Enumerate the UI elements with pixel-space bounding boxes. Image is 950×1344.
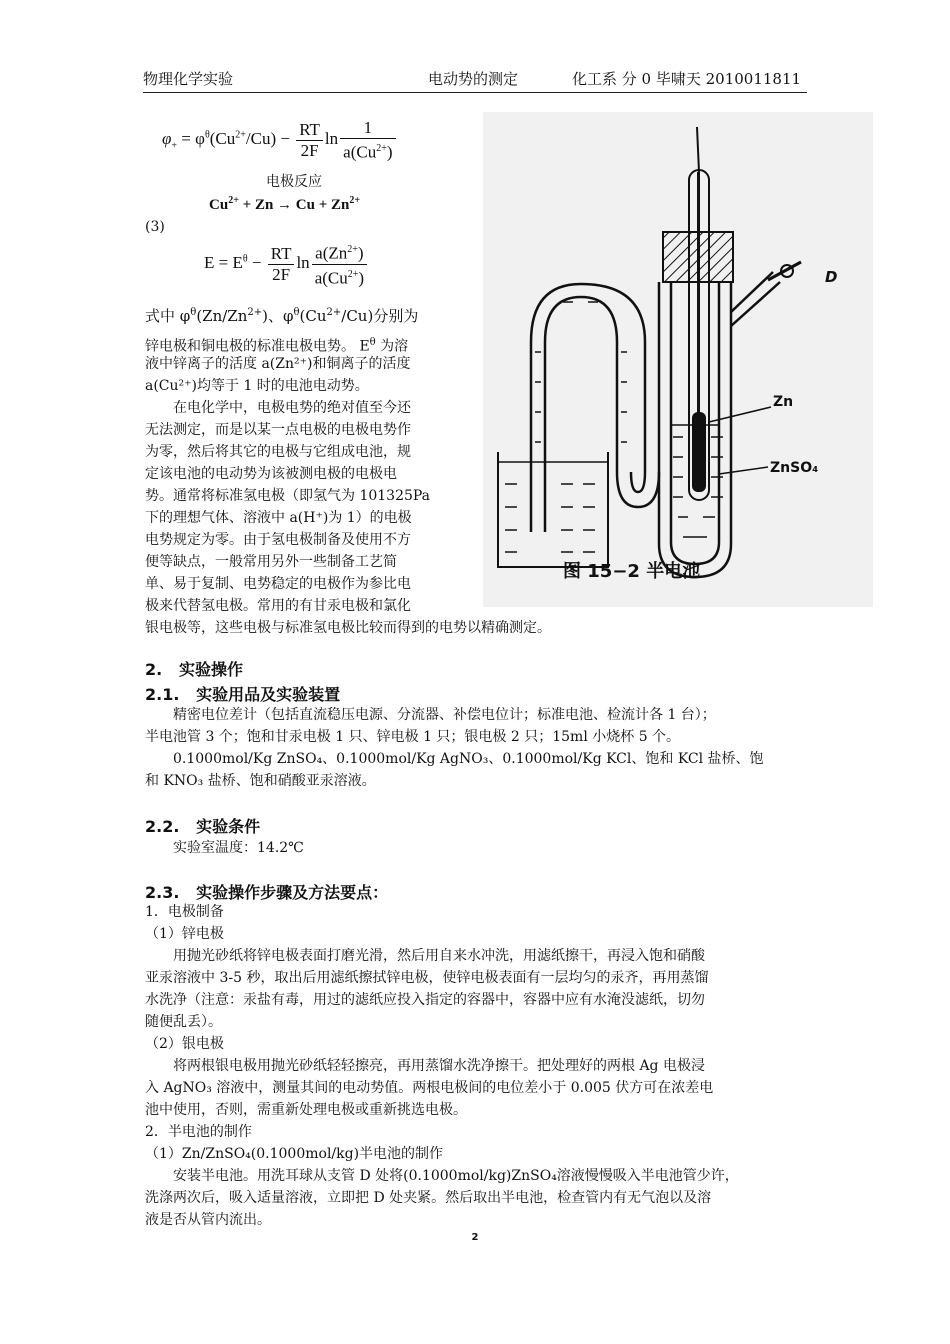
sec23-line-9: 入 AgNO₃ 溶液中，测量其间的电动势值。两根电极间的电位差小于 0.005 伏方可在浓差电 xyxy=(145,1080,714,1096)
sec23-line-4: 亚汞溶液中 3-5 秒，取出后用滤纸擦拭锌电极，使锌电极表面有一层均匀的汞齐，再用蒸馏 xyxy=(145,970,709,986)
sec23-line-12: （1）Zn/ZnSO₄(0.1000mol/kg)半电池的制作 xyxy=(145,1146,444,1162)
sec23-line-3: 用抛光砂纸将锌电极表面打磨光滑，然后用自来水冲洗，用滤纸擦干，再浸入饱和硝酸 xyxy=(173,948,705,964)
sec23-line-2: （1）锌电极 xyxy=(145,926,224,942)
sec23-line-15: 液是否从管内流出。 xyxy=(145,1212,271,1228)
header-center: 电动势的测定 xyxy=(428,70,519,88)
para-line-9: 势。通常将标准氢电极（即氢气为 101325Pa xyxy=(145,488,431,504)
equation-phi-plus: $\varphi_+ = \varphi^\theta(Cu^{2+}/Cu)$ − $\frac{RT}{2F}$ ln $\frac{1}{a(Cu^{2+})}$ xyxy=(162,118,398,163)
para-line-2: 锌电极和铜电极的标准电极电势。 $E^\theta$ 为溶 xyxy=(145,337,409,355)
sec22-line: 实验室温度：14.2℃ xyxy=(173,840,304,856)
reaction-equation: $Cu^{2+} + Zn \to Cu + Zn^{2+}$ xyxy=(209,195,361,213)
label-d: D xyxy=(825,268,838,286)
section-2-1-heading: 2.1. 实验用品及实验装置 xyxy=(145,685,341,704)
para-line-5: 在电化学中，电极电势的绝对值至今还 xyxy=(173,400,411,416)
para-line-7: 为零，然后将其它的电极与它组成电池，规 xyxy=(145,444,411,460)
sec21-line-3: 0.1000mol/Kg ZnSO₄、0.1000mol/Kg AgNO₃、0.1000mol/Kg KCl、饱和 KCl 盐桥、饱 xyxy=(173,751,764,767)
para-line-6: 无法测定，而是以某一点电极的电极电势作 xyxy=(145,422,411,438)
section-2-3-heading: 2.3. 实验操作步骤及方法要点： xyxy=(145,883,389,902)
sec23-line-5: 水洗净（注意：汞盐有毒，用过的滤纸应投入指定的容器中，容器中应有水淹没滤纸，切勿 xyxy=(145,992,705,1008)
sec23-line-11: 2．半电池的制作 xyxy=(145,1124,252,1140)
sec23-line-6: 随便乱丢）。 xyxy=(145,1014,222,1030)
para-line-12: 便等缺点，一般常用另外一些制备工艺简 xyxy=(145,554,397,570)
page-number: 2 xyxy=(471,1232,479,1243)
half-cell-figure xyxy=(483,112,873,607)
figure-caption: 图 15−2 半电池 xyxy=(563,561,701,582)
sec23-line-1: 1．电极制备 xyxy=(145,904,224,920)
sec23-line-10: 池中使用，否则，需重新处理电极或重新挑选电极。 xyxy=(145,1102,467,1118)
para-line-11: 电势规定为零。由于氢电极制备及使用不方 xyxy=(145,532,411,548)
sec23-line-7: （2）银电极 xyxy=(145,1036,224,1052)
section-2-heading: 2. 实验操作 xyxy=(145,660,243,679)
para-line-3: 液中锌离子的活度 a(Zn²⁺)和铜离子的活度 xyxy=(145,356,411,372)
sec21-line-1: 精密电位差计（包括直流稳压电源、分流器、补偿电位计；标准电池、检流计各 1 台）； xyxy=(173,707,716,723)
sec23-line-13: 安装半电池。用洗耳球从支管 D 处将(0.1000mol/kg)ZnSO₄溶液慢慢吸入半电池管少许， xyxy=(173,1168,739,1184)
header-left: 物理化学实验 xyxy=(143,70,234,88)
equation-emf: $E = E^\theta$ − $\frac{RT}{2F}$ ln $\frac{a(Zn^{2+})}{a(Cu^{2+})}$ xyxy=(204,240,369,288)
header-rule xyxy=(143,92,807,93)
label-zn: Zn xyxy=(773,394,794,410)
half-cell-diagram xyxy=(483,112,873,607)
label-znso4: ZnSO₄ xyxy=(770,460,819,476)
para-line-4: a(Cu²⁺)均等于 1 时的电池电动势。 xyxy=(145,378,369,394)
para-line-10: 下的理想气体、溶液中 a(H⁺)为 1）的电极 xyxy=(145,510,412,526)
reaction-label: 电极反应 xyxy=(266,174,322,190)
equation-number: (3) xyxy=(145,219,165,235)
para-line-15: 银电极等，这些电极与标准氢电极比较而得到的电势以精确测定。 xyxy=(145,620,551,636)
para-line-1: 式中 $\varphi^\theta(Zn/Zn^{2+})$、$\varphi^\theta(Cu^{2+}/Cu)$分别为 xyxy=(145,307,419,325)
sec21-line-4: 和 KNO₃ 盐桥、饱和硝酸亚汞溶液。 xyxy=(145,773,376,789)
para-line-14: 极来代替氢电极。常用的有甘汞电极和氯化 xyxy=(145,598,411,614)
sec21-line-2: 半电池管 3 个；饱和甘汞电极 1 只、锌电极 1 只；银电极 2 只；15ml 小烧杯 5 个。 xyxy=(145,729,681,745)
section-2-2-heading: 2.2. 实验条件 xyxy=(145,817,261,836)
para-line-13: 单、易于复制、电势稳定的电极作为参比电 xyxy=(145,576,411,592)
sec23-line-8: 将两根银电极用抛光砂纸轻轻擦亮，再用蒸馏水洗净擦干。把处理好的两根 Ag 电极浸 xyxy=(173,1058,705,1074)
para-line-8: 定该电池的电动势为该被测电极的电极电 xyxy=(145,466,397,482)
header-right: 化工系 分 0 毕啸天 2010011811 xyxy=(572,70,802,88)
sec23-line-14: 洗涤两次后，吸入适量溶液，立即把 D 处夹紧。然后取出半电池，检查管内有无气泡以及溶 xyxy=(145,1190,712,1206)
